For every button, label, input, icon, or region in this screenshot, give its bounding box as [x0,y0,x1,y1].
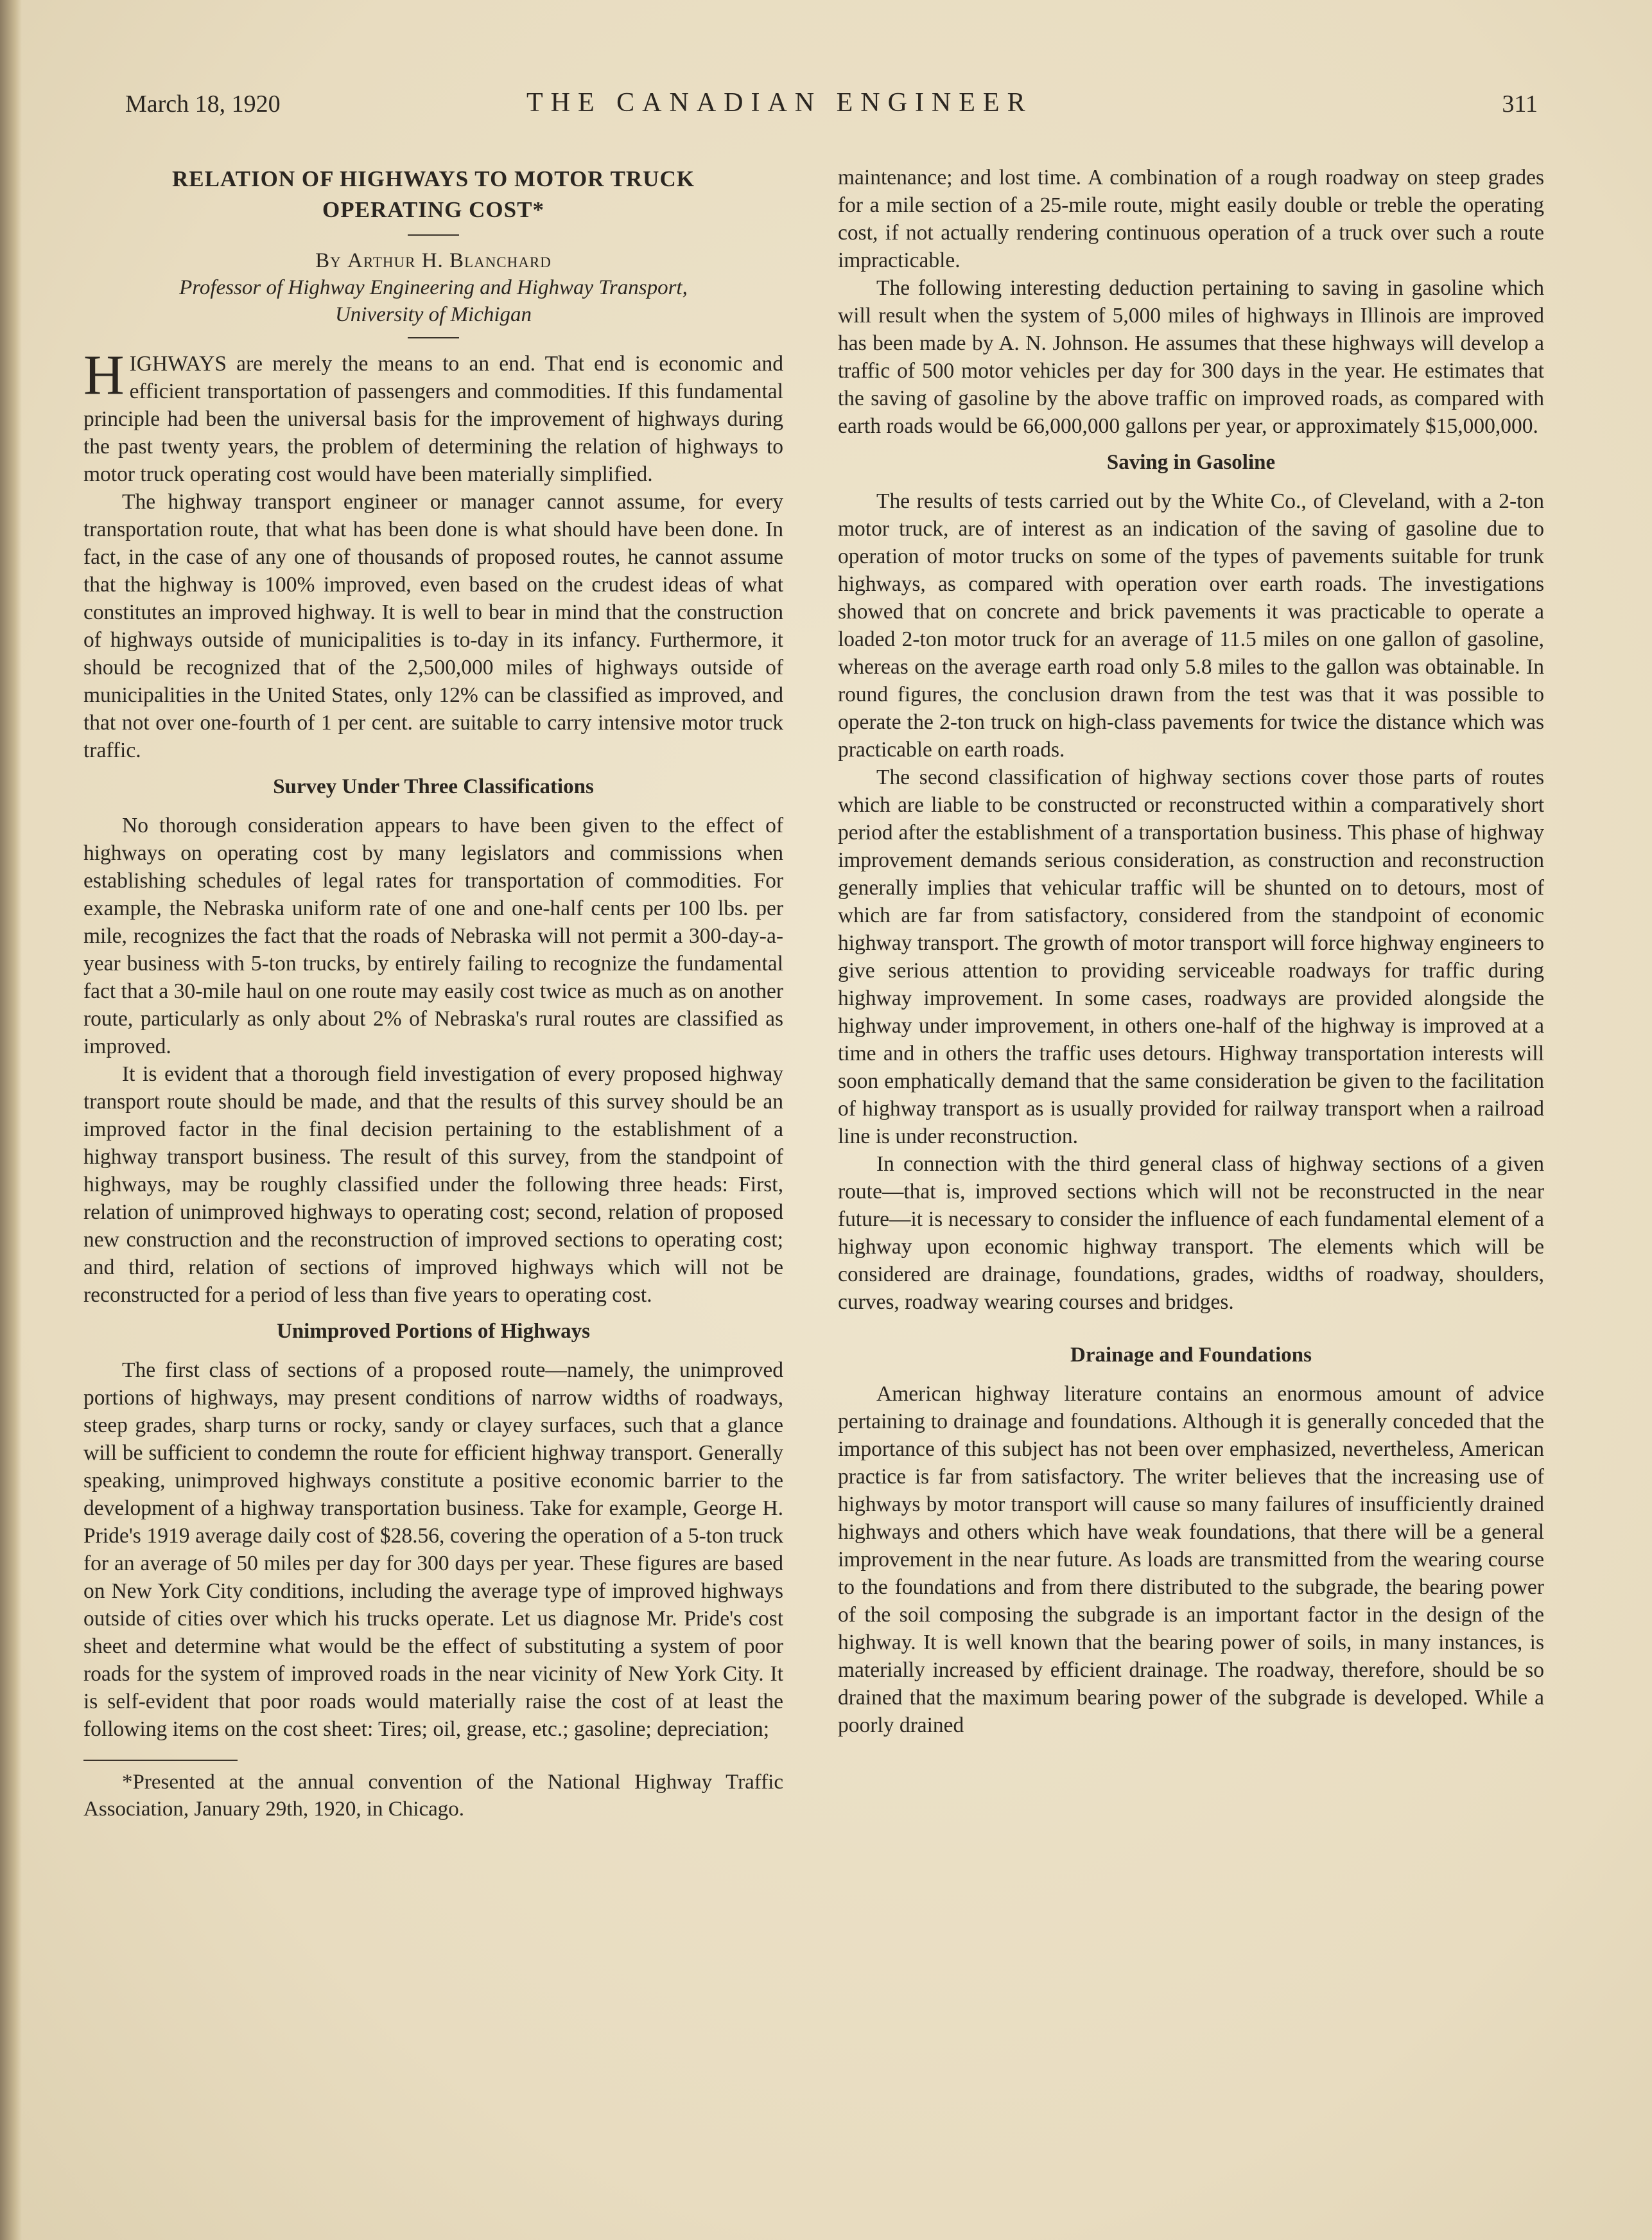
header-date: March 18, 1920 [125,91,281,118]
magazine-title: THE CANADIAN ENGINEER [526,88,1033,118]
byline-prefix: By [315,249,342,272]
paragraph: maintenance; and lost time. A combination of a rough roadway on steep grades for a mile section of a 25-mile route, might easily double or treble the operating cost, if not actually rendering continuous operation of a truck over such a route impracticable. [838,166,1544,272]
author-affiliation-2: University of Michigan [335,303,532,326]
page-header [125,90,1538,128]
paragraph: The results of tests carried out by the White Co., of Cleveland, with a 2-ton motor truck, are of interest as an indication of the saving of gasoline due to operation of motor trucks on some of the types of pavements suitable for trunk highways, as compared with operation over earth roads. The investigations showed that on concrete and brick pavements it was practicable to operate a loaded 2-ton motor truck for an average of 11.5 miles on one gallon of gasoline, whereas on the average earth road only 5.8 miles to the gallon was obtainable. In round figures, the conclusion drawn from the test was that it was possible to operate the 2-ton truck on high-class pavements for twice the distance which was practicable on earth roads. [838,489,1544,762]
left-column [83,164,783,1823]
byline [83,247,783,274]
binding-shadow [0,0,22,2240]
paragraph: It is evident that a thorough field investigation of every proposed highway transport route should be made, and that the results of this survey should be an improved factor in the final decision pertaining to the establishment of a highway transport business. The result of this survey, from the standpoint of highways, may be roughly classified under the following three heads: First, relation of unimproved highways to operating cost; second, relation of proposed new construction and the reconstruction of improved sections to operating cost; and third, relation of sections of improved highways which will not be reconstructed for a period of less than five years to operating cost. [83,1062,783,1307]
intro-paragraph [83,344,783,488]
page-number: 311 [1502,91,1538,118]
subheading-survey: Survey Under Three Classifications [273,775,594,798]
author-name: Arthur H. Blanchard [347,249,552,272]
drop-cap: H [83,344,125,407]
footnote: *Presented at the annual convention of the National Highway Traffic Association, January 29th, 1920, in Chicago. [83,1771,783,1821]
right-column [838,164,1544,1739]
byline-rule [408,337,459,338]
paragraph: In connection with the third general class of highway sections of a given route—that is, improved sections which will not be reconstructed in the near future—it is necessary to consider the influence of each fundamental element of a highway upon economic highway transport. The elements which will be considered are drainage, foundations, grades, widths of roadway, shoulders, curves, roadway wearing courses and bridges. [838,1152,1544,1314]
footnote-rule [83,1760,238,1761]
paragraph: American highway literature contains an enormous amount of advice pertaining to drainage and foundations. Although it is generally conceded that the importance of this subject has not been over emphasized, nevertheless, American practice is far from satisfactory. The writer believes that the increasing use of highways by motor transport will cause so many failures of insufficiently drained highways and others which have weak foundations, that there will be a general improvement in the near future. As loads are transmitted from the wearing course to the foundations and from there distributed to the subgrade, the bearing power of the soil composing the subgrade is an important factor in the design of the highway. It is well known that the bearing power of soils, in many instances, is materially increased by efficient drainage. The roadway, therefore, should be so drained that the maximum bearing power of the subgrade is developed. While a poorly drained [838,1382,1544,1737]
paragraph: The following interesting deduction pertaining to saving in gasoline which will result when the system of 5,000 miles of highways in Illinois are improved has been made by A. N. Johnson. He assumes that these highways will develop a traffic of 500 motor vehicles per day for 300 days in the year. He estimates that the saving of gasoline by the above traffic on improved roads, as compared with earth roads would be 66,000,000 gallons per year, or approximately $15,000,000. [838,276,1544,438]
paragraph: No thorough consideration appears to have been given to the effect of highways on operating cost by many legislators and commissions when establishing schedules of legal rates for transportation of commodities. For example, the Nebraska uniform rate of one and one-half cents per 100 lbs. per mile, recognizes the fact that the roads of Nebraska will not permit a 300-day-a-year business with 5-ton trucks, by entirely failing to recognize the fundamental fact that a 30-mile haul on one route may easily cost twice as much as on another route, particularly as only about 2% of Nebraska's rural routes are classified as improved. [83,814,783,1058]
paragraph: The highway transport engineer or manager cannot assume, for every transportation route, that what has been done is what should have been done. In fact, in the case of any one of thousands of proposed routes, he cannot assume that the highway is 100% improved, even based on the crudest ideas of what constitutes an improved highway. It is well to bear in mind that the construction of highways outside of municipalities is to-day in its infancy. Furthermore, it should be recognized that of the 2,500,000 miles of highways outside of municipalities in the United States, only 12% can be classified as improved, and that not over one-fourth of 1 per cent. are suitable to carry intensive motor truck traffic. [83,490,783,762]
author-affiliation-1: Professor of Highway Engineering and Highway Transport, [179,276,688,299]
subheading-drainage: Drainage and Foundations [1070,1343,1312,1367]
article-title: RELATION OF HIGHWAYS TO MOTOR TRUCK OPERATING COST* [172,166,695,222]
paragraph: The second classification of highway sections cover those parts of routes which are liable to be constructed or reconstructed within a comparatively short period after the establishment of a transportation business. This phase of highway improvement demands serious consideration, as construction and reconstruction generally implies that vehicular traffic will be shunted on to detours, most of which are far from satisfactory, considered from the standpoint of economic highway transport. The growth of motor transport will force highway engineers to give serious attention to providing serviceable roadways for traffic during highway improvement. In some cases, roadways are provided alongside the highway under improvement, in others one-half of the highway is improved at a time and in others the traffic uses detours. Highway transportation interests will soon emphatically demand that the same consideration be given to the facilitation of highway transport as is usually provided for railway transport when a railroad line is under reconstruction. [838,766,1544,1148]
subheading-unimproved: Unimproved Portions of Highways [276,1320,590,1343]
title-rule [408,234,459,236]
intro-text: IGHWAYS are merely the means to an end. That end is economic and efficient transportation of passengers and commodities. If this fundamental principle had been the universal basis for the improvement of highways during the past twenty years, the problem of determining the relation of highways to motor truck operating cost would have been materially simplified. [83,352,783,486]
subheading-gasoline: Saving in Gasoline [1106,451,1276,474]
paragraph: The first class of sections of a proposed route—namely, the unimproved portions of highways, may present conditions of narrow widths of roadways, steep grades, sharp turns or rocky, sandy or clayey surfaces, such that a glance will be sufficient to condemn the route for efficient highway transport. Generally speaking, unimproved highways constitute a positive economic barrier to the development of a highway transportation business. Take for example, George H. Pride's 1919 average daily cost of $28.56, covering the operation of a 5-ton truck for an average of 50 miles per day for 300 days per year. These figures are based on New York City conditions, including the average type of improved highways outside of cities over which his trucks operate. Let us diagnose Mr. Pride's cost sheet and determine what would be the effect of substituting a system of poor roads for the system of improved roads in the near vicinity of New York City. It is self-evident that poor roads would materially raise the cost of at least the following items on the cost sheet: Tires; oil, grease, etc.; gasoline; depreciation; [83,1358,783,1741]
